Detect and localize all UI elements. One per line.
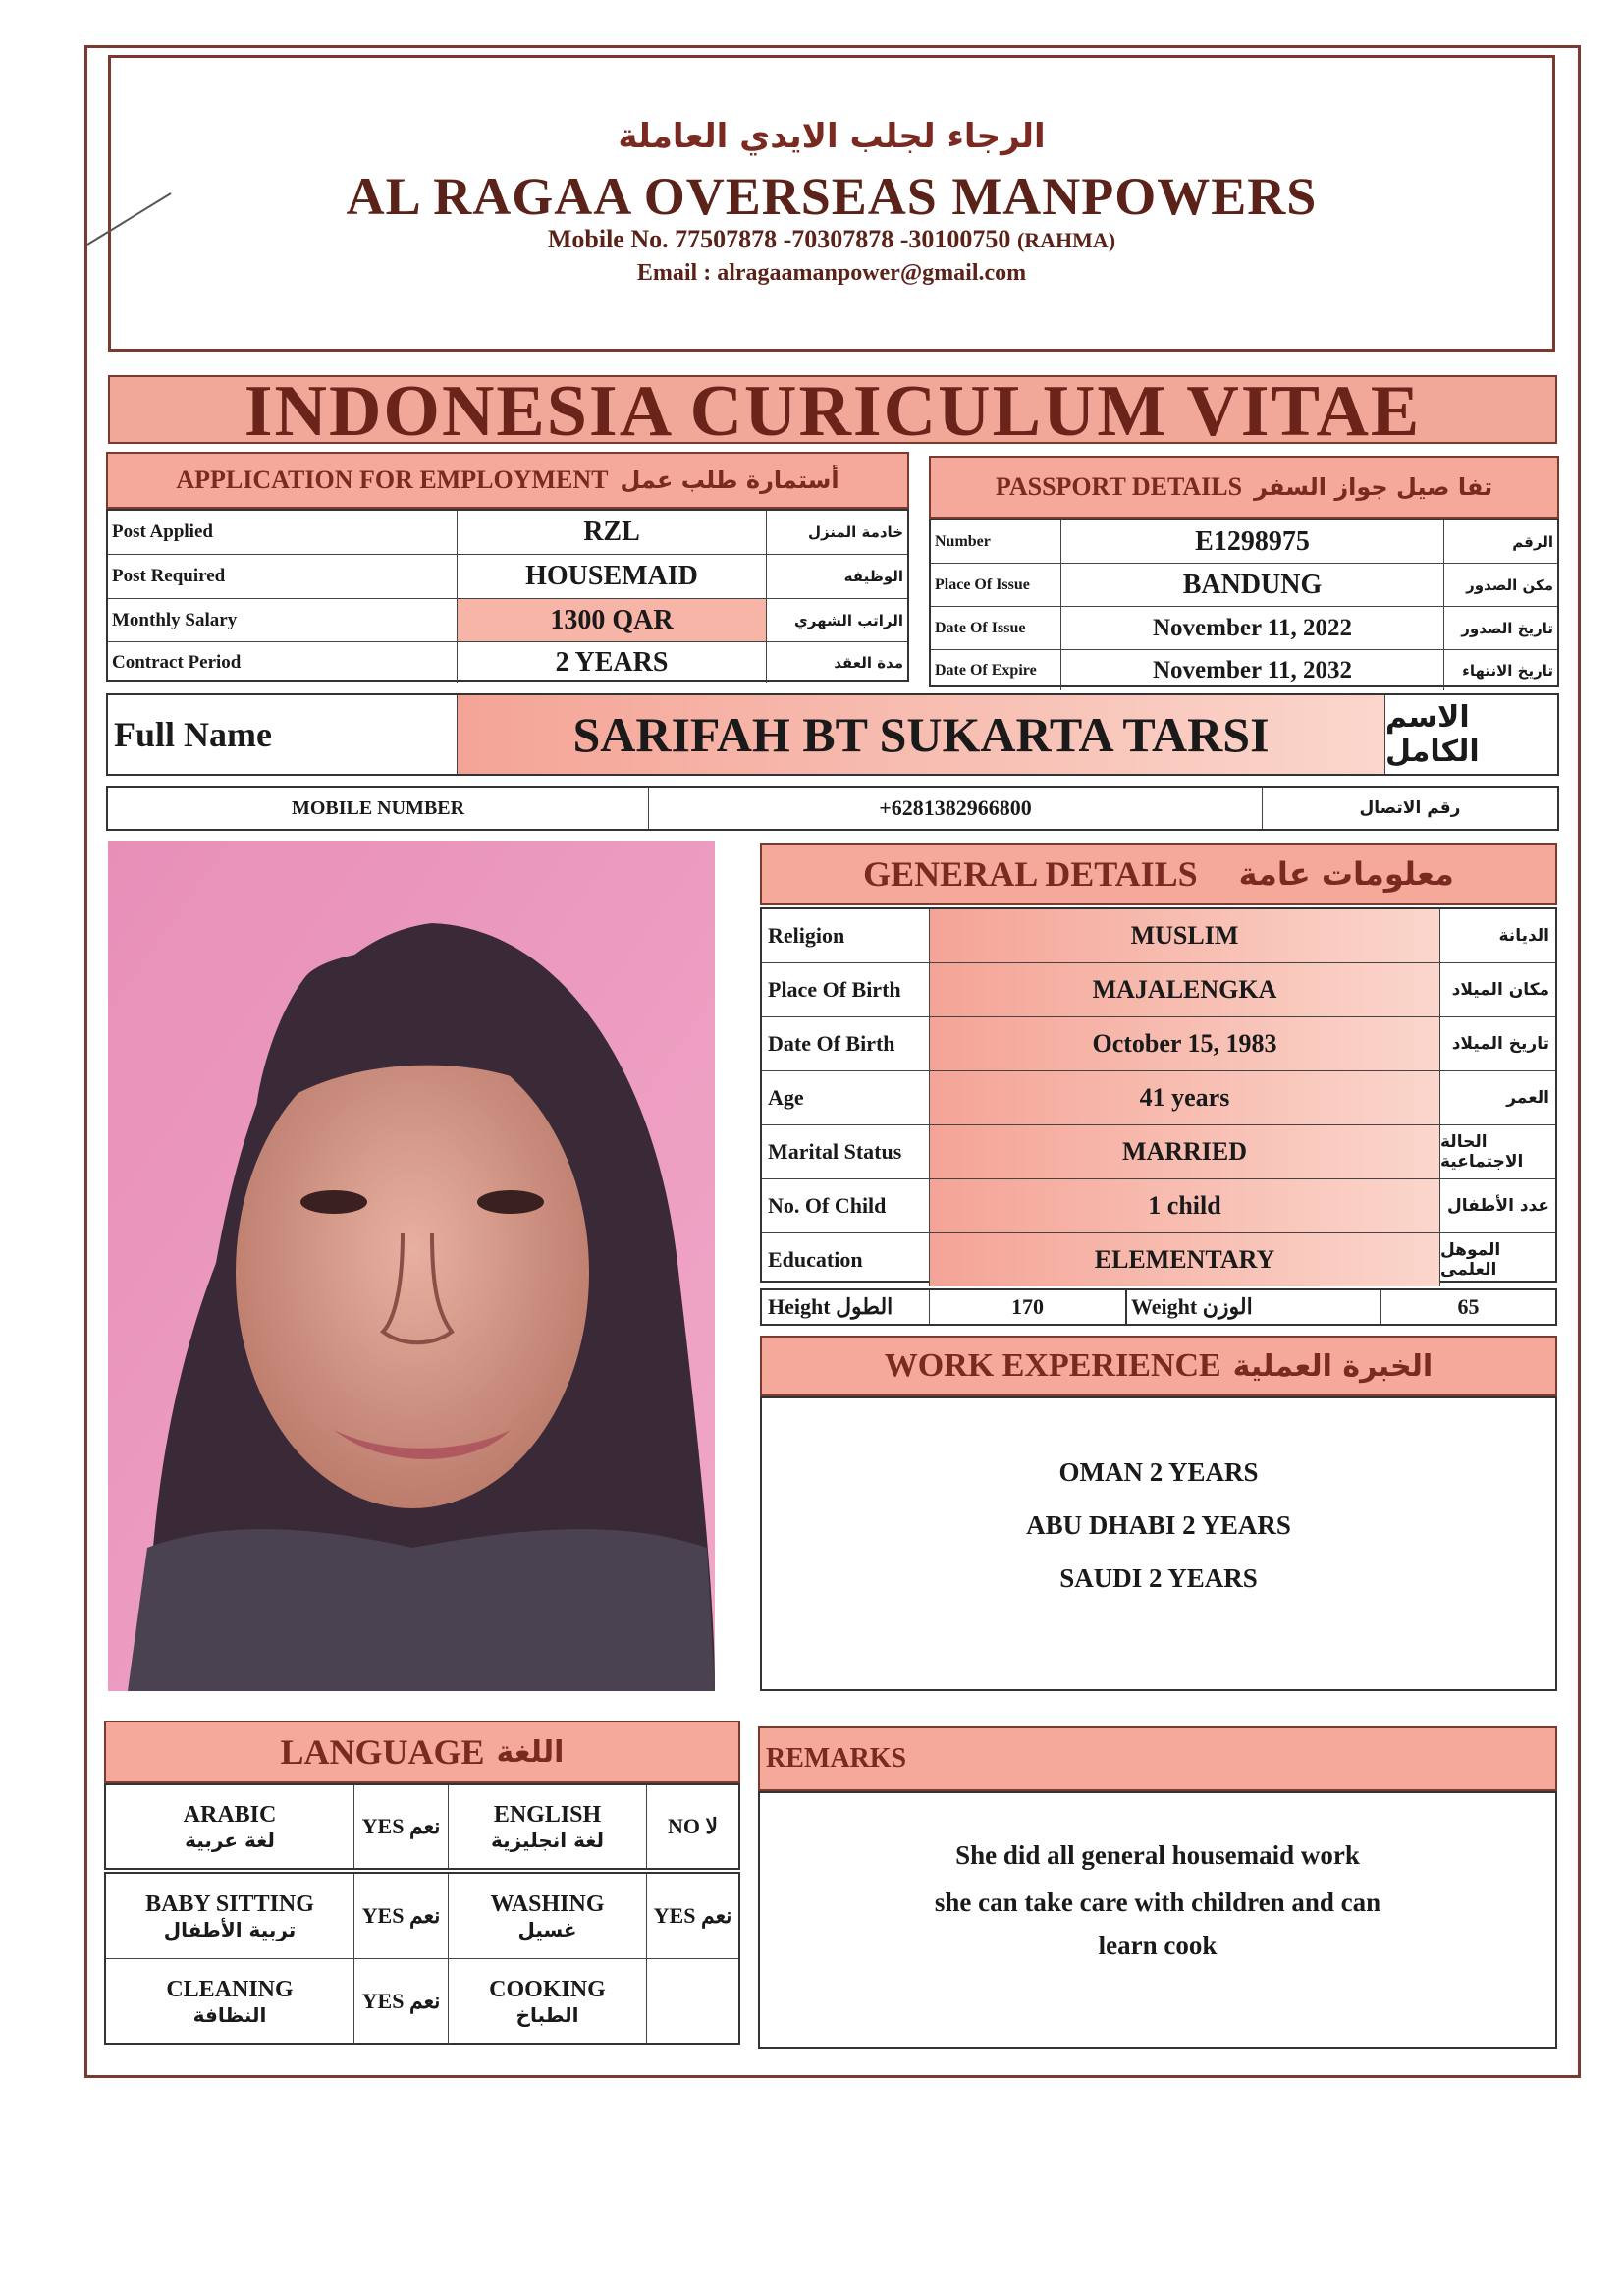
row-value: 2 YEARS xyxy=(457,642,766,683)
row-label-ar: الموهل العلمى xyxy=(1439,1233,1555,1286)
full-name-label: Full Name xyxy=(114,715,272,754)
company-header xyxy=(108,55,1555,352)
skill-label-ar: تربية الأطفال xyxy=(163,1917,297,1941)
row-label-ar: تاريخ الميلاد xyxy=(1439,1017,1555,1070)
application-heading xyxy=(106,452,909,509)
row-value: BANDUNG xyxy=(1060,564,1443,606)
row-value: HOUSEMAID xyxy=(457,555,766,598)
row-label-ar: العمر xyxy=(1439,1071,1555,1124)
row-label-ar: مكن الصدور xyxy=(1443,564,1557,606)
skill-label-ar: النظافة xyxy=(192,2002,267,2027)
company-name: AL RAGAA OVERSEAS MANPOWERS xyxy=(346,167,1318,226)
mobile-number-row xyxy=(106,786,1559,831)
row-value: October 15, 1983 xyxy=(929,1017,1439,1070)
row-label: Date Of Birth xyxy=(768,1031,895,1056)
remarks-line: she can take care with children and can xyxy=(934,1887,1381,1917)
table-row xyxy=(108,598,907,641)
skill-label: COOKING xyxy=(489,1976,606,2002)
work-item: ABU DHABI 2 YEARS xyxy=(1026,1510,1291,1540)
work-experience-box xyxy=(760,1396,1557,1691)
mobile-number-label-ar: رقم الاتصال xyxy=(1262,788,1557,829)
full-name-row xyxy=(106,693,1559,776)
skill-label-ar: الطباخ xyxy=(515,2002,579,2027)
row-label-ar: تاريخ الانتهاء xyxy=(1443,650,1557,690)
remarks-heading: REMARKS xyxy=(758,1726,1557,1791)
work-heading-ar: الخبرة العملية xyxy=(1232,1348,1434,1384)
remarks-line: learn cook xyxy=(1098,1931,1218,1960)
general-heading xyxy=(760,843,1557,905)
work-heading xyxy=(760,1336,1557,1396)
language-heading-en: LANGUAGE xyxy=(280,1732,485,1772)
application-heading-en: APPLICATION FOR EMPLOYMENT xyxy=(176,465,609,494)
language-table xyxy=(104,1783,740,1870)
cooking-skill xyxy=(448,1959,646,2044)
passport-heading-en: PASSPORT DETAILS xyxy=(995,472,1243,501)
skill-label: WASHING xyxy=(490,1890,605,1917)
row-label: Age xyxy=(768,1085,804,1110)
table-row xyxy=(762,1178,1555,1232)
row-label-ar: الحالة الاجتماعية xyxy=(1439,1125,1555,1178)
row-label: Post Required xyxy=(112,566,226,586)
skill-label: BABY SITTING xyxy=(145,1890,314,1917)
row-value: MARRIED xyxy=(929,1125,1439,1178)
application-heading-ar: أستمارة طلب عمل xyxy=(620,466,839,494)
row-value: 1 child xyxy=(929,1179,1439,1232)
row-label-ar: تاريخ الصدور xyxy=(1443,607,1557,649)
skill-label-ar: غسيل xyxy=(517,1917,577,1941)
mobile-number-value: +6281382966800 xyxy=(648,788,1262,829)
row-value: 1300 QAR xyxy=(457,599,766,641)
mobile-number-label: MOBILE NUMBER xyxy=(291,796,465,819)
height-label: Height الطول xyxy=(768,1294,893,1319)
table-row xyxy=(762,1070,1555,1124)
arabic-language xyxy=(106,1785,353,1868)
row-label: Place Of Birth xyxy=(768,977,901,1002)
row-label-ar: الوظيفه xyxy=(766,555,907,598)
row-value: RZL xyxy=(457,511,766,554)
work-item: OMAN 2 YEARS xyxy=(1058,1457,1259,1487)
work-item: SAUDI 2 YEARS xyxy=(1059,1563,1258,1593)
table-row xyxy=(108,695,1557,774)
remarks-box xyxy=(758,1791,1557,2049)
table-row xyxy=(108,788,1557,829)
company-mobile xyxy=(111,225,1552,254)
row-label: Monthly Salary xyxy=(112,609,238,630)
row-value: 41 years xyxy=(929,1071,1439,1124)
table-row xyxy=(762,1016,1555,1070)
row-label: No. Of Child xyxy=(768,1193,887,1218)
row-label-ar: مكان الميلاد xyxy=(1439,963,1555,1016)
row-value: November 11, 2022 xyxy=(1060,607,1443,649)
table-row xyxy=(106,1958,738,2044)
table-row xyxy=(762,962,1555,1016)
company-name-arabic: الرجاء لجلب الايدي العاملة xyxy=(618,117,1046,156)
table-row xyxy=(108,511,907,554)
baby-sitting-answer: YES نعم xyxy=(353,1874,448,1958)
table-row xyxy=(762,1232,1555,1286)
portrait-image xyxy=(108,841,715,1691)
row-label: Post Applied xyxy=(112,521,213,542)
full-name-value: SARIFAH BT SUKARTA TARSI xyxy=(457,695,1384,774)
full-name-label-ar: الاسم الكامل xyxy=(1384,695,1557,774)
table-row xyxy=(931,520,1557,563)
remarks-line: She did all general housemaid work xyxy=(955,1840,1360,1870)
language-heading xyxy=(104,1721,740,1783)
skills-table xyxy=(104,1872,740,2045)
cleaning-answer: YES نعم xyxy=(353,1959,448,2044)
skill-label: ENGLISH xyxy=(493,1801,602,1828)
pen-mark-icon xyxy=(78,186,176,254)
row-label: Date Of Issue xyxy=(935,619,1026,636)
arabic-answer: YES نعم xyxy=(353,1785,448,1868)
page-title: INDONESIA CURICULUM VITAE xyxy=(108,375,1557,444)
washing-skill xyxy=(448,1874,646,1958)
company-email: Email : alragaamanpower@gmail.com xyxy=(636,260,1027,286)
row-label-ar: خادمة المنزل xyxy=(766,511,907,554)
passport-table xyxy=(929,519,1559,687)
work-heading-en: WORK EXPERIENCE xyxy=(884,1347,1221,1384)
row-value: November 11, 2032 xyxy=(1060,650,1443,690)
language-heading-ar: اللغة xyxy=(496,1734,565,1770)
baby-sitting-skill xyxy=(106,1874,353,1958)
passport-heading-ar: تفا صيل جواز السفر xyxy=(1254,473,1493,501)
row-value: MUSLIM xyxy=(929,909,1439,962)
cooking-answer xyxy=(646,1959,738,2044)
row-label: Religion xyxy=(768,923,845,948)
table-row xyxy=(108,641,907,683)
row-label: Place Of Issue xyxy=(935,575,1030,593)
general-heading-en: GENERAL DETAILS xyxy=(863,854,1198,894)
table-row xyxy=(931,606,1557,649)
table-row xyxy=(762,1124,1555,1178)
row-value: MAJALENGKA xyxy=(929,963,1439,1016)
row-label-ar: الديانة xyxy=(1439,909,1555,962)
washing-answer: YES نعم xyxy=(646,1874,738,1958)
skill-label: CLEANING xyxy=(166,1976,294,2002)
table-row xyxy=(931,563,1557,606)
height-weight-row xyxy=(760,1288,1557,1326)
row-label: Marital Status xyxy=(768,1139,902,1164)
table-row xyxy=(762,909,1555,962)
table-row xyxy=(106,1785,738,1868)
general-table xyxy=(760,907,1557,1283)
row-label: Number xyxy=(935,532,991,550)
passport-heading xyxy=(929,456,1559,519)
row-value: ELEMENTARY xyxy=(929,1233,1439,1286)
row-label: Date Of Expire xyxy=(935,661,1037,679)
mobile-note: (RAHMA) xyxy=(1016,228,1116,252)
row-value: E1298975 xyxy=(1060,520,1443,563)
table-row xyxy=(762,1290,1555,1324)
english-answer: NO لا xyxy=(646,1785,738,1868)
mobile-numbers: Mobile No. 77507878 -70307878 -30100750 xyxy=(547,225,1011,253)
english-language xyxy=(448,1785,646,1868)
weight-value: 65 xyxy=(1380,1290,1555,1324)
cleaning-skill xyxy=(106,1959,353,2044)
row-label-ar: الرقم xyxy=(1443,520,1557,563)
skill-label: ARABIC xyxy=(183,1801,277,1828)
weight-label: Weight الوزن xyxy=(1125,1290,1380,1324)
applicant-photo xyxy=(108,841,715,1691)
row-label: Contract Period xyxy=(112,651,242,673)
row-label-ar: عدد الأطفال xyxy=(1439,1179,1555,1232)
table-row xyxy=(931,649,1557,690)
skill-label-ar: لغة انجليزية xyxy=(490,1828,605,1852)
application-table xyxy=(106,509,909,682)
row-label: Education xyxy=(768,1247,863,1272)
row-label-ar: مدة العقد xyxy=(766,642,907,683)
height-value: 170 xyxy=(929,1290,1125,1324)
row-label-ar: الراتب الشهري xyxy=(766,599,907,641)
table-row xyxy=(106,1874,738,1958)
table-row xyxy=(108,554,907,598)
skill-label-ar: لغة عربية xyxy=(185,1828,275,1852)
general-heading-ar: معلومات عامة xyxy=(1238,855,1454,893)
